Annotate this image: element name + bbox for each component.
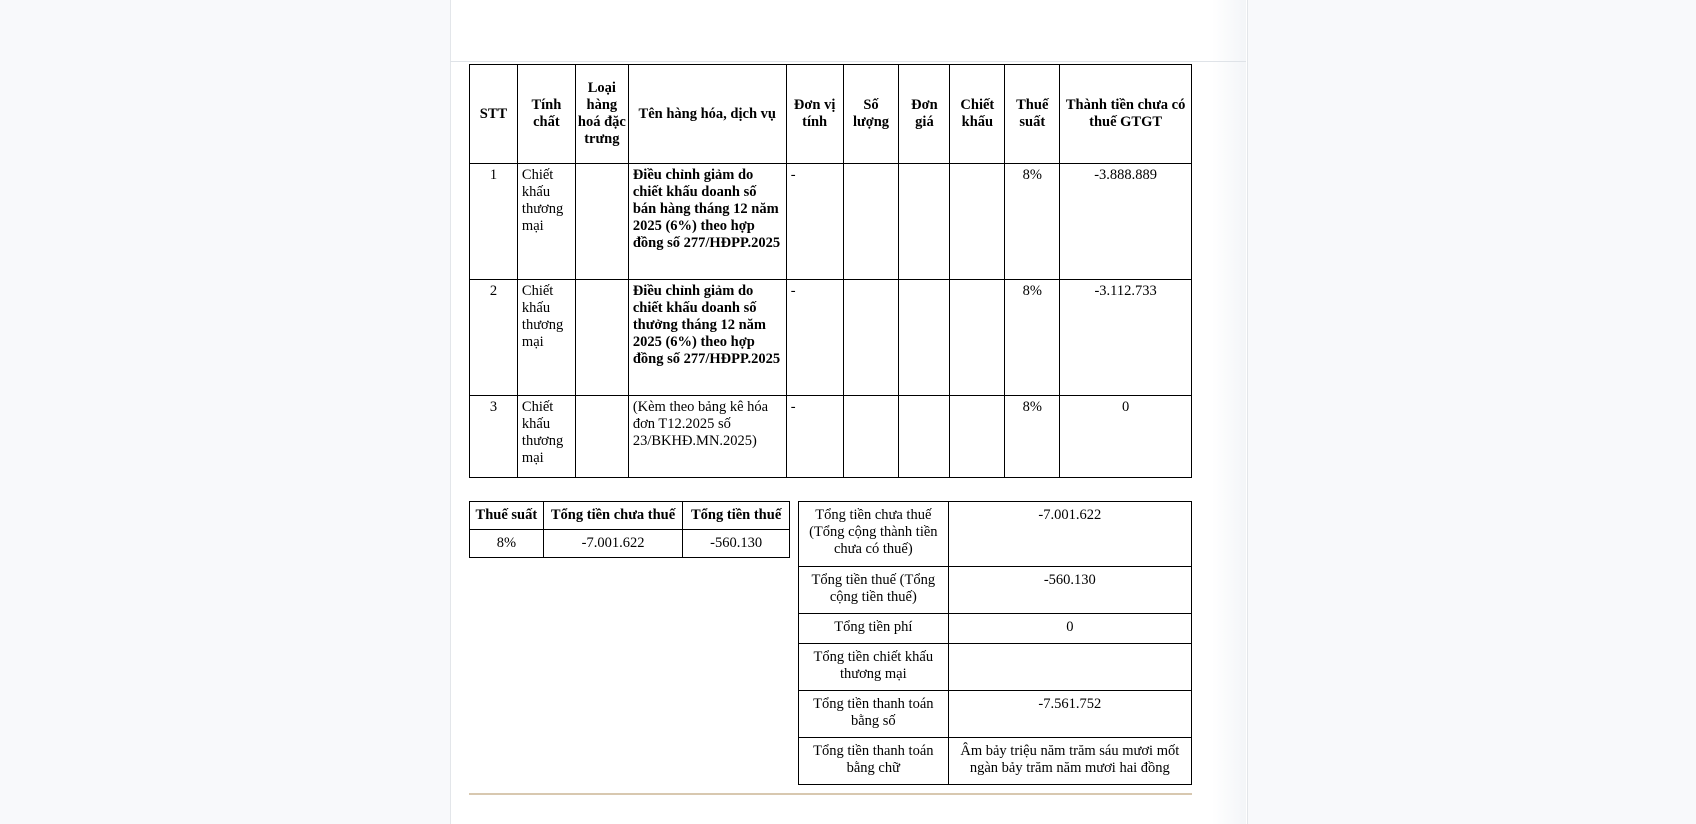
totals-row-grand-total-number xyxy=(799,691,1192,738)
header-don-vi-tinh: Đơn vị tính xyxy=(786,65,843,164)
totals-row-tax xyxy=(799,567,1192,614)
totals-row-pre-tax xyxy=(799,502,1192,567)
totals-label: Tổng tiền thanh toán bằng số xyxy=(799,691,949,738)
cell-ten-hang-hoa: (Kèm theo bảng kê hóa đơn T12.2025 số 23/BKHĐ.MN.2025) xyxy=(628,396,786,478)
cell-thanh-tien: -3.112.733 xyxy=(1060,280,1192,396)
cell-so-luong xyxy=(843,280,899,396)
totals-row-discount xyxy=(799,644,1192,691)
cell-thanh-tien: -3.888.889 xyxy=(1060,164,1192,280)
header-tong-tien-chua-thue: Tổng tiền chưa thuế xyxy=(543,502,683,530)
header-stt: STT xyxy=(470,65,518,164)
totals-value: Âm bảy triệu năm trăm sáu mươi mốt ngàn bảy trăm năm mươi hai đồng xyxy=(948,738,1191,785)
cell-stt: 3 xyxy=(470,396,518,478)
cell-chiet-khau xyxy=(950,280,1005,396)
footer-divider xyxy=(469,793,1192,795)
cell-ten-hang-hoa: Điều chỉnh giảm do chiết khấu doanh số bán hàng tháng 12 năm 2025 (6%) theo hợp đồng số 277/HĐPP.2025 xyxy=(628,164,786,280)
page-separator xyxy=(450,61,1246,62)
totals-value: 0 xyxy=(948,614,1191,644)
cell-thue-suat: 8% xyxy=(1005,280,1060,396)
header-tinh-chat: Tính chất xyxy=(517,65,575,164)
header-thue-suat: Thuế suất xyxy=(470,502,544,530)
header-tong-tien-thue: Tổng tiền thuế xyxy=(683,502,790,530)
header-chiet-khau: Chiết khấu xyxy=(950,65,1005,164)
totals-label: Tổng tiền thanh toán bằng chữ xyxy=(799,738,949,785)
page-edge-shadow xyxy=(1212,0,1246,824)
cell-loai xyxy=(575,164,628,280)
tax-rate-summary-table xyxy=(469,501,790,558)
totals-label: Tổng tiền chiết khấu thương mại xyxy=(799,644,949,691)
cell-don-gia xyxy=(899,280,950,396)
header-don-gia: Đơn giá xyxy=(899,65,950,164)
totals-row-fee xyxy=(799,614,1192,644)
cell-stt: 2 xyxy=(470,280,518,396)
tax-summary-header-row xyxy=(470,502,790,530)
header-so-luong: Số lượng xyxy=(843,65,899,164)
cell-tong-tien-chua-thue: -7.001.622 xyxy=(543,530,683,558)
cell-don-vi-tinh: - xyxy=(786,280,843,396)
cell-don-vi-tinh: - xyxy=(786,396,843,478)
cell-don-vi-tinh: - xyxy=(786,164,843,280)
header-loai-hang-hoa: Loại hàng hoá đặc trưng xyxy=(575,65,628,164)
cell-ten-hang-hoa: Điều chỉnh giảm do chiết khấu doanh số thưởng tháng 12 năm 2025 (6%) theo hợp đồng số 277/HĐPP.2025 xyxy=(628,280,786,396)
cell-chiet-khau xyxy=(950,396,1005,478)
header-thue-suat: Thuế suất xyxy=(1005,65,1060,164)
cell-stt: 1 xyxy=(470,164,518,280)
cell-tinh-chat: Chiết khấu thương mại xyxy=(517,396,575,478)
totals-value: -7.001.622 xyxy=(948,502,1191,567)
cell-loai xyxy=(575,280,628,396)
table-row xyxy=(470,280,1192,396)
table-row xyxy=(470,164,1192,280)
totals-value: -7.561.752 xyxy=(948,691,1191,738)
totals-label: Tổng tiền thuế (Tổng cộng tiền thuế) xyxy=(799,567,949,614)
table-row xyxy=(470,530,790,558)
totals-label: Tổng tiền phí xyxy=(799,614,949,644)
cell-loai xyxy=(575,396,628,478)
cell-thue-suat: 8% xyxy=(470,530,544,558)
cell-so-luong xyxy=(843,396,899,478)
invoice-items-table xyxy=(469,64,1192,478)
cell-thue-suat: 8% xyxy=(1005,164,1060,280)
header-ten-hang-hoa: Tên hàng hóa, dịch vụ xyxy=(628,65,786,164)
totals-value: -560.130 xyxy=(948,567,1191,614)
table-row xyxy=(470,396,1192,478)
totals-value xyxy=(948,644,1191,691)
totals-label: Tổng tiền chưa thuế (Tổng cộng thành tiền chưa có thuế) xyxy=(799,502,949,567)
cell-chiet-khau xyxy=(950,164,1005,280)
invoice-totals-table xyxy=(798,501,1192,785)
cell-tinh-chat: Chiết khấu thương mại xyxy=(517,280,575,396)
items-header-row xyxy=(470,65,1192,164)
cell-don-gia xyxy=(899,164,950,280)
cell-don-gia xyxy=(899,396,950,478)
cell-so-luong xyxy=(843,164,899,280)
header-thanh-tien: Thành tiền chưa có thuế GTGT xyxy=(1060,65,1192,164)
cell-tinh-chat: Chiết khấu thương mại xyxy=(517,164,575,280)
cell-thanh-tien: 0 xyxy=(1060,396,1192,478)
cell-thue-suat: 8% xyxy=(1005,396,1060,478)
cell-tong-tien-thue: -560.130 xyxy=(683,530,790,558)
totals-row-grand-total-words xyxy=(799,738,1192,785)
